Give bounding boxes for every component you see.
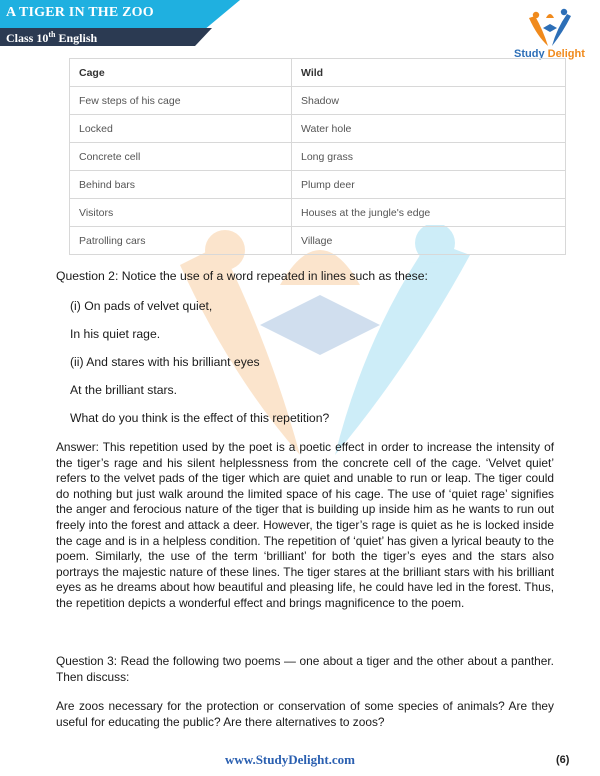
table-cell: Plump deer: [292, 171, 566, 199]
column-header-cage: Cage: [70, 59, 292, 87]
website-link[interactable]: www.StudyDelight.com: [225, 752, 356, 767]
question-2-answer: Answer: This repetition used by the poet is a poetic effect in order to increase the intensity of the tiger’s rage and his silent helplessness from the concrete cell of the cage. ‘Velvet quiet’ refers to the velvet pads of the tiger which are quiet and unable to run or leap. The tiger could do nothing but just walk around the limited space of his cage. The use of ‘quiet rage’ signifies the anger and ferocious nature of the tiger that is building up inside him as he wants to run out freely into the forest and attack a deer. However, the tiger’s rage is quiet as he is locked inside the cage and is in a helpless condition. The repetition of ‘quiet’ has given a lyrical beauty to the poem. Similarly, the use of the term ‘brilliant’ for both the tiger’s eyes and the stars also portrays the majestic nature of these lines. The tiger stares at the brilliant stars with his brilliant eyes as he dreams about how beautiful and pleasing life, he could have led in the forest. Thus, the repetition depicts a wonderful effect and brings magnificence to the poem.: [56, 440, 554, 610]
table-cell: Few steps of his cage: [70, 87, 292, 115]
poem-line: (ii) And stares with his brilliant eyes: [70, 355, 260, 369]
table-cell: Behind bars: [70, 171, 292, 199]
cage-vs-wild-table: [69, 58, 566, 255]
table-cell: Long grass: [292, 143, 566, 171]
table-row: [70, 87, 566, 115]
table-row: [70, 227, 566, 255]
table-cell: Water hole: [292, 115, 566, 143]
subject-name: English: [55, 31, 98, 45]
class-suffix: th: [48, 30, 56, 39]
table-cell: Locked: [70, 115, 292, 143]
watermark-logo-icon: [150, 225, 490, 475]
table-row: [70, 143, 566, 171]
table-cell: Patrolling cars: [70, 227, 292, 255]
table-row: [70, 171, 566, 199]
poem-line: In his quiet rage.: [70, 327, 161, 341]
table-cell: Shadow: [292, 87, 566, 115]
poem-line: (i) On pads of velvet quiet,: [70, 299, 213, 313]
question-3-text: Question 3: Read the following two poems — one about a tiger and the other about a panther. Then discuss:: [56, 654, 554, 684]
table-cell: Visitors: [70, 199, 292, 227]
table-header-row: [70, 59, 566, 87]
logo-wordmark: Study Delight: [514, 48, 585, 60]
table-row: [70, 115, 566, 143]
class-number: Class 10: [6, 31, 49, 45]
poem-line: At the brilliant stars.: [70, 383, 178, 397]
document-title: A TIGER IN THE ZOO: [6, 5, 154, 20]
class-label: [6, 30, 97, 46]
page-number: (6): [556, 754, 570, 766]
column-header-wild: Wild: [292, 59, 566, 87]
table-cell: Concrete cell: [70, 143, 292, 171]
question-2-prompt: What do you think is the effect of this repetition?: [70, 411, 330, 425]
question-3-prompt: Are zoos necessary for the protection or conservation of some species of animals? Are they useful for educating the public? Are there alternatives to zoos?: [56, 699, 554, 729]
table-row: [70, 199, 566, 227]
question-2-text: Question 2: Notice the use of a word repeated in lines such as these:: [56, 269, 428, 283]
table-cell: Houses at the jungle's edge: [292, 199, 566, 227]
table-cell: Village: [292, 227, 566, 255]
